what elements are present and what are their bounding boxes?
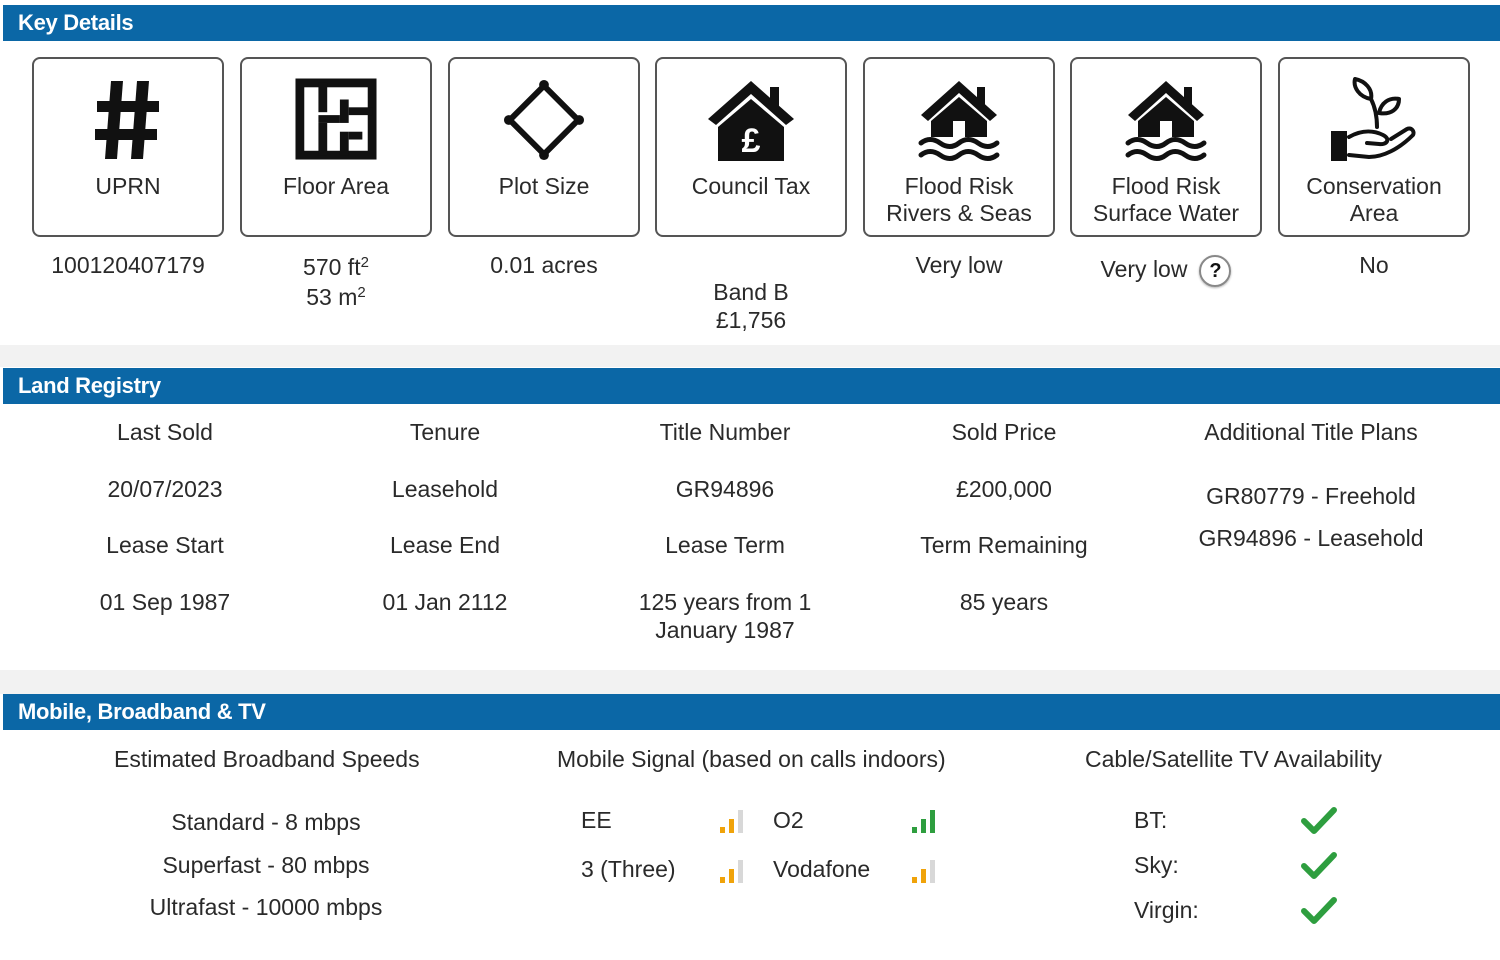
sold-price-label: Sold Price <box>951 419 1057 445</box>
check-icon <box>1301 851 1337 881</box>
lease-start-label: Lease Start <box>106 532 224 558</box>
floor-plan-icon <box>242 77 430 163</box>
plant-hand-icon <box>1280 77 1468 163</box>
card-label: Flood Risk Rivers & Seas <box>886 173 1032 226</box>
lease-end-label: Lease End <box>390 532 500 558</box>
broadband-title: Estimated Broadband Speeds <box>114 746 420 772</box>
tenure-label: Tenure <box>409 419 481 445</box>
plot-diamond-icon <box>450 77 638 163</box>
mobile-broadband-title: Mobile, Broadband & TV <box>18 699 266 724</box>
tv-provider-name: BT: <box>1134 807 1168 833</box>
uprn-card <box>32 57 224 237</box>
lease-start-value: 01 Sep 1987 <box>99 589 231 615</box>
flood-risk-rivers-value: Very low <box>915 252 1003 278</box>
broadband-speed: Standard - 8 mbps <box>171 809 361 835</box>
flood-risk-rivers-card <box>863 57 1055 237</box>
plot-size-value: 0.01 acres <box>490 252 598 278</box>
card-label: UPRN <box>95 173 161 199</box>
title-number-label: Title Number <box>659 419 791 445</box>
operator-name: Vodafone <box>773 856 871 882</box>
term-remaining-label: Term Remaining <box>920 532 1088 558</box>
flood-risk-surface-card <box>1070 57 1262 237</box>
operator-name: O2 <box>773 807 804 833</box>
lease-end-value: 01 Jan 2112 <box>382 589 508 615</box>
conservation-area-value: No <box>1359 252 1389 278</box>
title-plan-link[interactable]: GR80779 - Freehold <box>1206 483 1416 509</box>
check-icon <box>1301 896 1337 926</box>
tv-provider-name: Virgin: <box>1134 897 1199 923</box>
flood-house-icon <box>865 77 1053 163</box>
floor-area-value: 570 $ft^2$ 53 $m^2$ <box>303 254 369 310</box>
mobile-signal-title: Mobile Signal (based on calls indoors) <box>557 746 946 772</box>
term-remaining-value: 85 years <box>959 589 1049 615</box>
broadband-speed: Superfast - 80 mbps <box>162 852 370 878</box>
card-label: Council Tax <box>691 173 811 199</box>
tv-availability-title: Cable/Satellite TV Availability <box>1085 746 1383 772</box>
check-icon <box>1301 806 1337 836</box>
card-label: Conservation Area <box>1306 173 1442 226</box>
signal-strength-icon <box>910 857 938 885</box>
last-sold-label: Last Sold <box>117 419 213 445</box>
uprn-value: 100120407179 <box>51 252 205 278</box>
land-registry-header <box>3 368 1500 404</box>
tv-provider-name: Sky: <box>1134 852 1179 878</box>
council-tax-value: Band B £1,756 <box>713 279 789 333</box>
signal-strength-icon <box>910 807 938 835</box>
sold-price-value: £200,000 <box>956 476 1052 502</box>
land-registry-title: Land Registry <box>18 373 161 398</box>
last-sold-value: 20/07/2023 <box>107 476 223 502</box>
conservation-area-card <box>1278 57 1470 237</box>
house-pound-icon <box>657 77 845 163</box>
title-plan-link[interactable]: GR94896 - Leasehold <box>1198 525 1424 551</box>
tenure-value: Leasehold <box>391 476 499 502</box>
lease-term-label: Lease Term <box>665 532 785 558</box>
section-divider <box>0 345 1500 367</box>
floor-area-card <box>240 57 432 237</box>
mobile-broadband-header <box>3 694 1500 730</box>
operator-name: EE <box>581 807 612 833</box>
help-button[interactable]: ? <box>1199 255 1231 287</box>
lease-term-value: 125 years from 1 January 1987 <box>638 589 812 643</box>
signal-strength-icon <box>718 857 746 885</box>
council-tax-card <box>655 57 847 237</box>
broadband-speed: Ultrafast - 10000 mbps <box>149 894 383 920</box>
plot-size-card <box>448 57 640 237</box>
hash-icon <box>34 77 222 163</box>
key-details-title: Key Details <box>18 10 134 35</box>
additional-title-plans-label: Additional Title Plans <box>1204 419 1418 445</box>
section-divider <box>0 670 1500 694</box>
title-number-value: GR94896 <box>675 476 775 502</box>
card-label: Floor Area <box>282 173 390 199</box>
card-label: Plot Size <box>498 173 590 199</box>
flood-house-icon <box>1072 77 1260 163</box>
svg-text:£: £ <box>741 122 761 160</box>
operator-name: 3 (Three) <box>581 856 676 882</box>
flood-risk-surface-value: Very low ? <box>1070 254 1262 287</box>
signal-strength-icon <box>718 807 746 835</box>
key-details-header <box>3 5 1500 41</box>
card-label: Flood Risk Surface Water <box>1092 173 1240 226</box>
